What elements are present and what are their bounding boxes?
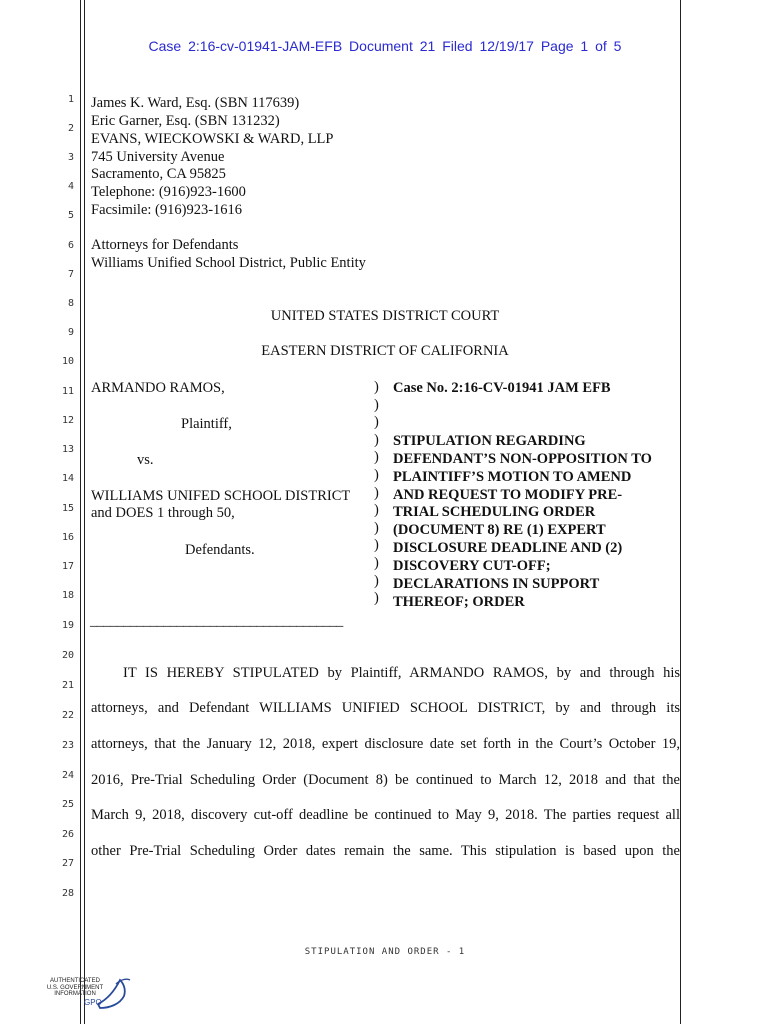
line-number: 21 xyxy=(61,680,74,691)
line-number: 8 xyxy=(67,298,74,309)
stipulation-body-line: other Pre-Trial Scheduling Order dates remain the same. This stipulation is based upon the xyxy=(91,843,680,859)
court-district: EASTERN DISTRICT OF CALIFORNIA xyxy=(261,343,509,359)
document-title-line: DEFENDANT’S NON-OPPOSITION TO xyxy=(393,451,652,467)
document-title-line: DISCLOSURE DEADLINE AND (2) xyxy=(393,540,623,556)
law-firm-name: EVANS, WIECKOWSKI & WARD, LLP xyxy=(91,131,334,147)
stipulation-body-line: March 9, 2018, discovery cut-off deadline be continued to May 9, 2018. The parties request all xyxy=(91,807,680,823)
line-number: 6 xyxy=(67,240,74,251)
firm-telephone: Telephone: (916)923-1600 xyxy=(91,184,246,200)
ecf-filing-header: Case 2:16-cv-01941-JAM-EFB Document 21 Filed 12/19/17 Page 1 of 5 xyxy=(148,38,622,54)
gpo-mark: GPO xyxy=(84,998,102,1007)
line-number: 11 xyxy=(61,386,74,397)
document-title-line: THEREOF; ORDER xyxy=(393,594,525,610)
stipulation-body-line: IT IS HEREBY STIPULATED by Plaintiff, ARMANDO RAMOS, by and through his xyxy=(123,665,680,681)
line-number: 17 xyxy=(61,561,74,572)
line-number: 20 xyxy=(61,650,74,661)
line-number: 5 xyxy=(67,210,74,221)
defendant-name: WILLIAMS UNIFED SCHOOL DISTRICT xyxy=(91,488,351,504)
stipulation-body-line: attorneys, and Defendant WILLIAMS UNIFIED SCHOOL DISTRICT, by and through its xyxy=(91,700,680,716)
document-title-line: DECLARATIONS IN SUPPORT xyxy=(393,576,600,592)
right-margin-rule xyxy=(680,0,681,1024)
line-number: 12 xyxy=(61,415,74,426)
line-number: 13 xyxy=(61,444,74,455)
line-number: 2 xyxy=(67,123,74,134)
line-number: 19 xyxy=(61,620,74,631)
attorney-name-1: James K. Ward, Esq. (SBN 117639) xyxy=(91,95,300,111)
stipulation-body-line: attorneys, that the January 12, 2018, expert disclosure date set forth in the Court’s October 19, xyxy=(91,736,680,752)
attorneys-for-label: Attorneys for Defendants xyxy=(91,237,239,253)
firm-city-state-zip: Sacramento, CA 95825 xyxy=(91,166,226,182)
line-number: 1 xyxy=(67,94,74,105)
line-number: 27 xyxy=(61,858,74,869)
versus-label: vs. xyxy=(137,452,154,468)
eagle-icon xyxy=(94,974,134,1014)
gpo-logo-text: AUTHENTICATED U.S. GOVERNMENT INFORMATION xyxy=(46,978,104,997)
line-number: 24 xyxy=(61,770,74,781)
left-margin-rule-inner xyxy=(84,0,85,1024)
attorney-name-2: Eric Garner, Esq. (SBN 131232) xyxy=(91,113,280,129)
firm-facsimile: Facsimile: (916)923-1616 xyxy=(91,202,243,218)
defendant-label: Defendants. xyxy=(185,542,255,558)
court-name: UNITED STATES DISTRICT COURT xyxy=(270,308,500,324)
line-number: 10 xyxy=(61,356,74,367)
left-margin-rule-outer xyxy=(80,0,81,1024)
line-number: 15 xyxy=(61,503,74,514)
line-number: 18 xyxy=(61,590,74,601)
line-number: 14 xyxy=(61,473,74,484)
document-title-line: (DOCUMENT 8) RE (1) EXPERT xyxy=(393,522,606,538)
line-number: 4 xyxy=(67,181,74,192)
represented-party: Williams Unified School District, Public Entity xyxy=(91,255,366,271)
line-number: 7 xyxy=(67,269,74,280)
defendant-does: and DOES 1 through 50, xyxy=(91,505,235,521)
document-title-line: TRIAL SCHEDULING ORDER xyxy=(393,504,596,520)
case-number: Case No. 2:16-CV-01941 JAM EFB xyxy=(393,380,611,396)
line-number: 16 xyxy=(61,532,74,543)
plaintiff-name: ARMANDO RAMOS, xyxy=(91,380,225,396)
page-footer: STIPULATION AND ORDER - 1 xyxy=(304,947,466,957)
gpo-authentication-logo xyxy=(44,974,134,1014)
stipulation-body-line: 2016, Pre-Trial Scheduling Order (Document 8) be continued to March 12, 2018 and that the xyxy=(91,772,680,788)
line-number: 22 xyxy=(61,710,74,721)
line-number: 25 xyxy=(61,799,74,810)
document-title-line: STIPULATION REGARDING xyxy=(393,433,586,449)
caption-divider: ) ) ) ) ) ) ) ) ) ) ) ) ) xyxy=(374,379,379,607)
line-number: 3 xyxy=(67,152,74,163)
document-title-line: DISCOVERY CUT-OFF; xyxy=(393,558,551,574)
document-title-line: PLAINTIFF’S MOTION TO AMEND xyxy=(393,469,632,485)
line-number: 9 xyxy=(67,327,74,338)
document-title-line: AND REQUEST TO MODIFY PRE- xyxy=(393,487,623,503)
caption-underline: ______________________________________ xyxy=(90,613,343,629)
line-number: 23 xyxy=(61,740,74,751)
line-number: 26 xyxy=(61,829,74,840)
line-number: 28 xyxy=(61,888,74,899)
firm-street-address: 745 University Avenue xyxy=(91,149,225,165)
plaintiff-label: Plaintiff, xyxy=(181,416,232,432)
